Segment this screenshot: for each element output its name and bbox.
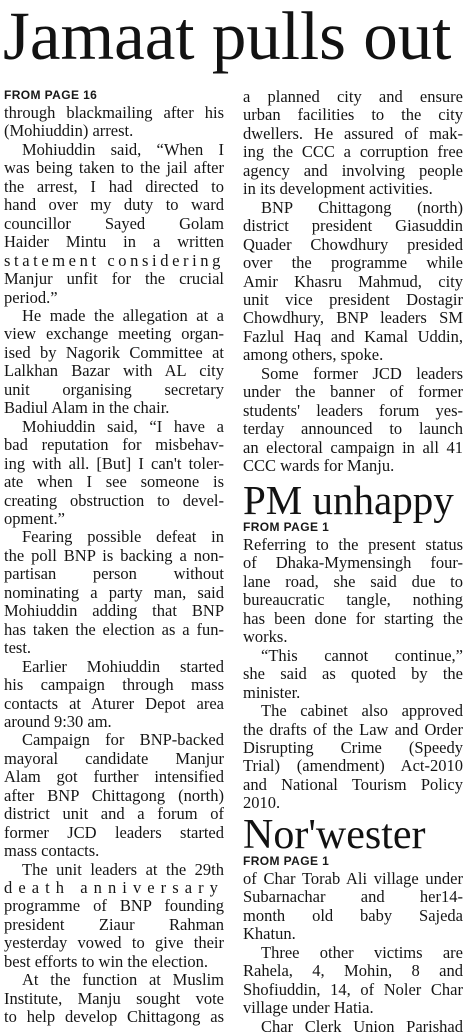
headline-jamaat-pulls-out: Jamaat pulls out <box>3 0 452 74</box>
text-line-content: Manjur unfit for the crucial <box>4 269 224 289</box>
paragraph <box>4 971 224 1026</box>
text-line-content: period.” <box>4 287 58 307</box>
text-line-content: bureaucratic tangle, nothing <box>243 590 463 610</box>
text-line <box>4 861 224 879</box>
text-line <box>4 750 224 768</box>
text-line <box>4 122 224 140</box>
text-line-content: and National Tourism Policy <box>243 774 463 794</box>
text-line-content: (Mohiuddin) arrest. <box>4 121 134 141</box>
text-line <box>243 439 463 457</box>
text-line-content: minister. <box>243 682 301 702</box>
text-line-content: bad reputation for misbehav- <box>4 435 224 455</box>
text-line-content: was being taken to the jail after <box>4 158 224 178</box>
text-line <box>4 602 224 620</box>
text-line-content: around 9:30 am. <box>4 711 112 731</box>
text-line <box>4 897 224 915</box>
headline-norwester: Nor'wester <box>243 812 426 858</box>
paragraph <box>4 104 224 141</box>
text-line <box>243 328 463 346</box>
text-line <box>4 307 224 325</box>
text-line-content: Quader Chowdhury presided <box>243 234 463 254</box>
text-line-content: works. <box>243 627 288 647</box>
text-line <box>4 621 224 639</box>
text-line <box>243 1016 463 1036</box>
text-line-content: students' leaders forum yes- <box>243 400 463 420</box>
text-line-content: former JCD leaders started <box>4 822 224 842</box>
text-line-content: to help develop Chittagong as <box>4 1007 224 1027</box>
text-line <box>243 125 463 143</box>
text-line-content: mass contacts. <box>4 841 100 861</box>
text-line <box>243 721 463 739</box>
paragraph <box>4 731 224 860</box>
paragraph <box>243 702 463 813</box>
text-line-content: of Dhaka-Mymensingh four- <box>243 553 463 573</box>
text-line-content: At the function at Muslim <box>22 970 224 990</box>
paragraph <box>243 365 463 476</box>
jump-label: FROM PAGE 1 <box>243 854 330 868</box>
paragraph <box>243 944 463 1018</box>
text-line <box>243 870 463 888</box>
text-line-content: president Ziaur Rahman <box>4 914 224 934</box>
text-line-content: Mohiuddin adding that BNP <box>4 601 224 621</box>
paragraph <box>243 647 463 702</box>
text-line <box>243 554 463 572</box>
text-line-content: Trial) (amendment) Act-2010 <box>243 756 463 776</box>
text-line-content: Some former JCD leaders <box>261 363 463 383</box>
text-line <box>243 236 463 254</box>
text-line-content: lane road, she said due to <box>243 571 463 591</box>
text-line-content: Earlier Mohiuddin started <box>22 656 224 676</box>
text-line <box>243 106 463 124</box>
text-line-content: opment.” <box>4 508 65 528</box>
text-line <box>4 879 224 897</box>
text-line-content: creating obstruction to devel- <box>4 490 224 510</box>
text-line <box>4 695 224 713</box>
text-line <box>4 731 224 749</box>
text-line-content: Chowdhury, BNP leaders SM <box>243 308 463 328</box>
text-line-content: 2010. <box>243 793 281 813</box>
paragraph <box>243 199 463 365</box>
text-line-content: Disrupting Crime (Speedy <box>243 737 463 757</box>
text-line <box>243 536 463 554</box>
text-line <box>4 768 224 786</box>
text-line <box>4 787 224 805</box>
text-line-content: Fazlul Haq and Kamal Uddin, <box>243 326 463 346</box>
text-line <box>4 196 224 214</box>
text-line-content: Amir Khasru Mahmud, city <box>243 271 463 291</box>
text-line <box>4 676 224 694</box>
text-line <box>243 925 463 943</box>
text-line-content: ing with all. [But] I can't toler- <box>4 453 224 473</box>
text-line-content: agency and involving people <box>243 160 463 180</box>
text-line <box>4 547 224 565</box>
text-line <box>243 365 463 383</box>
text-line-content: CCC wards for Manju. <box>243 456 395 476</box>
text-line <box>4 178 224 196</box>
text-line <box>243 162 463 180</box>
paragraph <box>4 861 224 972</box>
text-line <box>243 684 463 702</box>
paragraph <box>4 658 224 732</box>
text-line <box>243 199 463 217</box>
text-line-content: ised by Nagorik Committee at <box>4 342 224 362</box>
text-line <box>4 971 224 989</box>
text-line <box>243 291 463 309</box>
jump-label: FROM PAGE 16 <box>4 88 98 102</box>
text-line-content: test. <box>4 638 32 658</box>
text-line-content: mayoral candidate Manjur <box>4 748 224 768</box>
text-line <box>243 217 463 235</box>
text-line <box>4 141 224 159</box>
paragraph <box>243 536 463 647</box>
text-line <box>4 344 224 362</box>
text-line-content: yesterday vowed to give their <box>4 933 224 953</box>
text-line <box>243 273 463 291</box>
text-line <box>243 888 463 906</box>
text-line <box>4 584 224 602</box>
text-line <box>243 143 463 161</box>
text-line <box>243 420 463 438</box>
text-line <box>243 402 463 420</box>
text-line-content: contacts at Aturer Depot area <box>4 693 224 713</box>
text-line-content: death anniversary <box>4 878 224 898</box>
text-line-content: councillor Sayed Golam <box>4 213 224 233</box>
right-column-text <box>243 88 463 476</box>
text-line <box>4 658 224 676</box>
text-line <box>4 824 224 842</box>
paragraph <box>4 528 224 657</box>
text-line-content: the drafts of the Law and Order <box>243 719 463 739</box>
text-line <box>4 916 224 934</box>
text-line <box>4 934 224 952</box>
text-line-content: district unit and a forum of <box>4 804 224 824</box>
text-line-content: through blackmailing after his <box>4 103 224 122</box>
text-line <box>243 346 463 364</box>
text-line-content: Three other victims are <box>261 942 463 962</box>
text-line-content: Char Clerk Union Parishad <box>261 1016 463 1036</box>
text-line <box>4 325 224 343</box>
text-line-content: under the banner of former <box>243 382 463 402</box>
text-line-content: The unit leaders at the 29th <box>22 859 224 879</box>
text-line <box>243 457 463 475</box>
text-line-content: she said as quoted by the <box>243 664 463 684</box>
text-line-content: Campaign for BNP-backed <box>22 730 224 750</box>
text-line-content: hand over my duty to ward <box>4 195 224 215</box>
text-line <box>4 270 224 288</box>
article-body-text <box>243 869 463 1036</box>
text-line-content: village under Hatia. <box>243 998 374 1018</box>
jump-label: FROM PAGE 1 <box>243 520 330 534</box>
text-line-content: in its development activities. <box>243 179 433 199</box>
text-line <box>4 805 224 823</box>
text-line-content: a planned city and ensure <box>243 87 463 106</box>
text-line-content: district president Giasuddin <box>243 216 463 236</box>
text-line <box>243 254 463 272</box>
text-line <box>4 713 224 731</box>
text-line-content: best efforts to win the election. <box>4 951 209 971</box>
text-line <box>243 383 463 401</box>
text-line-content: Shofiuddin, 14, of Noler Char <box>243 979 463 999</box>
text-line-content: Mohiuddin said, “I have a <box>22 416 224 436</box>
text-line-content: Fearing possible defeat in <box>22 527 224 547</box>
text-line-content: statement considering <box>4 250 224 270</box>
text-line-content: terday announced to launch <box>243 419 463 439</box>
text-line-content: “This cannot continue,” <box>261 645 463 665</box>
text-line-content: an electoral campaign in all 41 <box>243 437 463 457</box>
text-line <box>4 510 224 528</box>
text-line-content: after BNP Chittagong (north) <box>4 785 224 805</box>
text-line <box>243 665 463 683</box>
text-line <box>4 639 224 657</box>
text-line-content: Mohiuddin said, “When I <box>22 139 224 159</box>
text-line <box>243 999 463 1017</box>
text-line <box>243 647 463 665</box>
text-line <box>4 381 224 399</box>
text-line-content: partisan person without <box>4 564 224 584</box>
text-line <box>4 399 224 417</box>
text-line <box>4 492 224 510</box>
paragraph <box>4 418 224 529</box>
left-column-text <box>4 104 224 1027</box>
text-line-content: He made the allegation at a <box>22 305 224 325</box>
text-line <box>4 252 224 270</box>
text-line <box>243 591 463 609</box>
text-line <box>243 702 463 720</box>
text-line-content: Haider Mintu in a written <box>4 232 224 252</box>
text-line <box>243 944 463 962</box>
text-line-content: ing the CCC a corruption free <box>243 142 463 162</box>
text-line-content: urban facilities to the city <box>243 105 463 125</box>
paragraph <box>4 307 224 418</box>
text-line-content: Subarnachar and her14- <box>243 887 463 907</box>
text-line <box>243 573 463 591</box>
text-line-content: among others, spoke. <box>243 345 384 365</box>
text-line <box>4 953 224 971</box>
text-line-content: has been done for starting the <box>243 608 463 628</box>
text-line-content: BNP Chittagong (north) <box>261 197 463 217</box>
text-line-content: view exchange meeting organ- <box>4 324 224 344</box>
text-line-content: Lalkhan Bazar with AL city <box>4 361 224 381</box>
text-line <box>4 990 224 1008</box>
text-line <box>243 610 463 628</box>
text-line <box>4 1008 224 1026</box>
text-line <box>4 362 224 380</box>
text-line <box>243 962 463 980</box>
text-line-content: has taken the election as a fun- <box>4 619 224 639</box>
text-line <box>4 528 224 546</box>
text-line <box>4 473 224 491</box>
text-line-content: nominating a party man, said <box>4 582 224 602</box>
text-line-content: The cabinet also approved <box>261 701 463 721</box>
text-line <box>4 159 224 177</box>
text-line <box>4 436 224 454</box>
text-line-content: Institute, Manju sought vote <box>4 988 224 1008</box>
text-line-content: ate when I see someone is <box>4 472 224 492</box>
text-line-content: programme of BNP founding <box>4 896 224 916</box>
text-line <box>4 104 224 122</box>
paragraph <box>4 141 224 307</box>
text-line <box>4 418 224 436</box>
text-line <box>4 565 224 583</box>
text-line <box>243 739 463 757</box>
text-line <box>4 233 224 251</box>
text-line-content: his campaign through mass <box>4 675 224 695</box>
text-line-content: unit organising secretary <box>4 379 224 399</box>
text-line-content: Badiul Alam in the chair. <box>4 398 170 418</box>
article-body-text <box>243 536 463 813</box>
text-line <box>4 289 224 307</box>
paragraph <box>243 870 463 944</box>
text-line <box>243 776 463 794</box>
text-line-content: dwellers. He assured of mak- <box>243 123 463 143</box>
text-line-content: the arrest, I had directed to <box>4 176 224 196</box>
text-line <box>4 842 224 860</box>
text-line <box>243 907 463 925</box>
text-line <box>243 309 463 327</box>
paragraph <box>243 1016 463 1036</box>
text-line-content: over the programme while <box>243 253 463 273</box>
text-line <box>243 757 463 775</box>
text-line-content: Rahela, 4, Mohin, 8 and <box>243 961 463 981</box>
text-line-content: unit vice president Dostagir <box>243 289 463 309</box>
text-line <box>243 180 463 198</box>
text-line <box>243 628 463 646</box>
text-line-content: Referring to the present status <box>243 535 463 554</box>
text-line <box>243 794 463 812</box>
text-line <box>243 981 463 999</box>
text-line-content: Alam got further intensified <box>4 767 224 787</box>
text-line-content: the poll BNP is backing a non- <box>4 545 224 565</box>
text-line-content: Khatun. <box>243 924 296 944</box>
text-line <box>4 455 224 473</box>
headline-pm-unhappy: PM unhappy <box>243 477 454 523</box>
text-line-content: month old baby Sajeda <box>243 905 463 925</box>
text-line-content: of Char Torab Ali village under <box>243 869 463 888</box>
text-line <box>4 215 224 233</box>
paragraph <box>243 88 463 199</box>
text-line <box>243 88 463 106</box>
